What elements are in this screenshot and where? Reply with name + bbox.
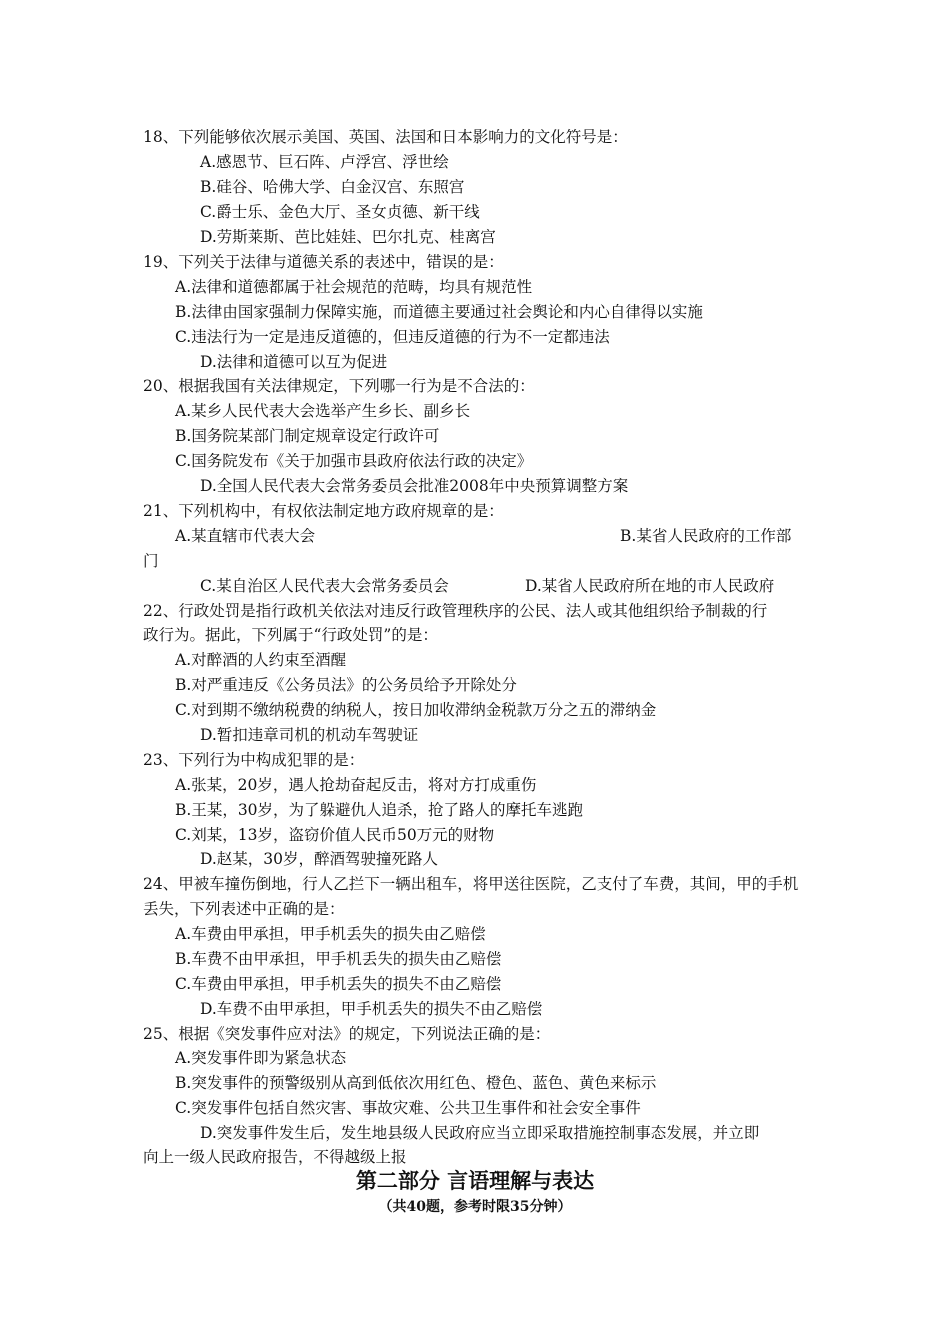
- question-25-option-d-continued: 向上一级人民政府报告，不得越级上报: [143, 1148, 407, 1166]
- question-22-stem-continued: 政行为。据此，下列属于“行政处罚”的是：: [143, 626, 438, 644]
- question-18-option-b: B.硅谷、哈佛大学、白金汉宫、东照宫: [200, 178, 465, 196]
- question-22-option-b: B.对严重违反《公务员法》的公务员给予开除处分: [175, 676, 517, 694]
- question-20-option-c: C.国务院发布《关于加强市县政府依法行政的决定》: [175, 452, 533, 470]
- question-19-option-b: B.法律由国家强制力保障实施，而道德主要通过社会舆论和内心自律得以实施: [175, 303, 703, 321]
- question-23-option-d: D.赵某，30岁，醉酒驾驶撞死路人: [200, 850, 439, 868]
- question-25-option-c: C.突发事件包括自然灾害、事故灾难、公共卫生事件和社会安全事件: [175, 1099, 641, 1117]
- question-18-option-a: A.感恩节、巨石阵、卢浮宫、浮世绘: [200, 153, 449, 171]
- question-23-option-a: A.张某，20岁，遇人抢劫奋起反击，将对方打成重伤: [175, 776, 537, 794]
- question-21-option-c: C.某自治区人民代表大会常务委员会: [200, 577, 449, 595]
- question-21-option-a: A.某直辖市代表大会: [175, 527, 316, 545]
- question-24-stem-continued: 丢失，下列表述中正确的是：: [143, 900, 345, 918]
- question-22-option-c: C.对到期不缴纳税费的纳税人，按日加收滞纳金税款万分之五的滞纳金: [175, 701, 657, 719]
- section-title: 第二部分 言语理解与表达: [355, 1168, 595, 1193]
- question-19-option-c: C.违法行为一定是违反道德的，但违反道德的行为不一定都违法: [175, 328, 610, 346]
- question-25-option-a: A.突发事件即为紧急状态: [175, 1049, 347, 1067]
- question-22-stem: 22、行政处罚是指行政机关依法对违反行政管理秩序的公民、法人或其他组织给予制裁的行: [143, 602, 768, 620]
- question-19-option-a: A.法律和道德都属于社会规范的范畴，均具有规范性: [175, 278, 533, 296]
- question-23-option-c: C.刘某，13岁，盗窃价值人民币50万元的财物: [175, 826, 495, 844]
- question-22-option-a: A.对醉酒的人约束至酒醒: [175, 651, 347, 669]
- question-20-option-a: A.某乡人民代表大会选举产生乡长、副乡长: [175, 402, 471, 420]
- question-24-option-b: B.车费不由甲承担，甲手机丢失的损失由乙赔偿: [175, 950, 502, 968]
- question-23-option-b: B.王某，30岁，为了躲避仇人追杀，抢了路人的摩托车逃跑: [175, 801, 584, 819]
- question-20-option-b: B.国务院某部门制定规章设定行政许可: [175, 427, 440, 445]
- question-20-stem: 20、根据我国有关法律规定，下列哪一行为是不合法的：: [143, 377, 535, 395]
- question-21-option-d: D.某省人民政府所在地的市人民政府: [525, 577, 775, 595]
- question-23-stem: 23、下列行为中构成犯罪的是：: [143, 751, 365, 769]
- question-19-option-d: D.法律和道德可以互为促进: [200, 353, 388, 371]
- question-21-stem: 21、下列机构中，有权依法制定地方政府规章的是：: [143, 502, 504, 520]
- question-20-option-d: D.全国人民代表大会常务委员会批准2008年中央预算调整方案: [200, 477, 629, 495]
- question-19-stem: 19、下列关于法律与道德关系的表述中，错误的是：: [143, 253, 504, 271]
- question-25-option-b: B.突发事件的预警级别从高到低依次用红色、橙色、蓝色、黄色来标示: [175, 1074, 657, 1092]
- question-25-option-d: D.突发事件发生后，发生地县级人民政府应当立即采取措施控制事态发展，并立即: [200, 1124, 760, 1142]
- question-25-stem: 25、根据《突发事件应对法》的规定，下列说法正确的是：: [143, 1025, 551, 1043]
- question-21-option-b-continued: 门: [143, 552, 159, 570]
- question-24-option-c: C.车费由甲承担，甲手机丢失的损失不由乙赔偿: [175, 975, 502, 993]
- question-24-option-a: A.车费由甲承担，甲手机丢失的损失由乙赔偿: [175, 925, 486, 943]
- question-22-option-d: D.暂扣违章司机的机动车驾驶证: [200, 726, 419, 744]
- question-18-option-d: D.劳斯莱斯、芭比娃娃、巴尔扎克、桂离宫: [200, 228, 496, 246]
- question-18-option-c: C.爵士乐、金色大厅、圣女贞德、新干线: [200, 203, 480, 221]
- question-24-option-d: D.车费不由甲承担，甲手机丢失的损失不由乙赔偿: [200, 1000, 543, 1018]
- question-18-stem: 18、下列能够依次展示美国、英国、法国和日本影响力的文化符号是：: [143, 128, 628, 146]
- section-subtitle: （共40题，参考时限35分钟）: [378, 1199, 572, 1215]
- question-21-option-b: B.某省人民政府的工作部: [620, 527, 792, 545]
- question-24-stem: 24、甲被车撞伤倒地，行人乙拦下一辆出租车，将甲送往医院，乙支付了车费，其间，甲的手机: [143, 875, 799, 893]
